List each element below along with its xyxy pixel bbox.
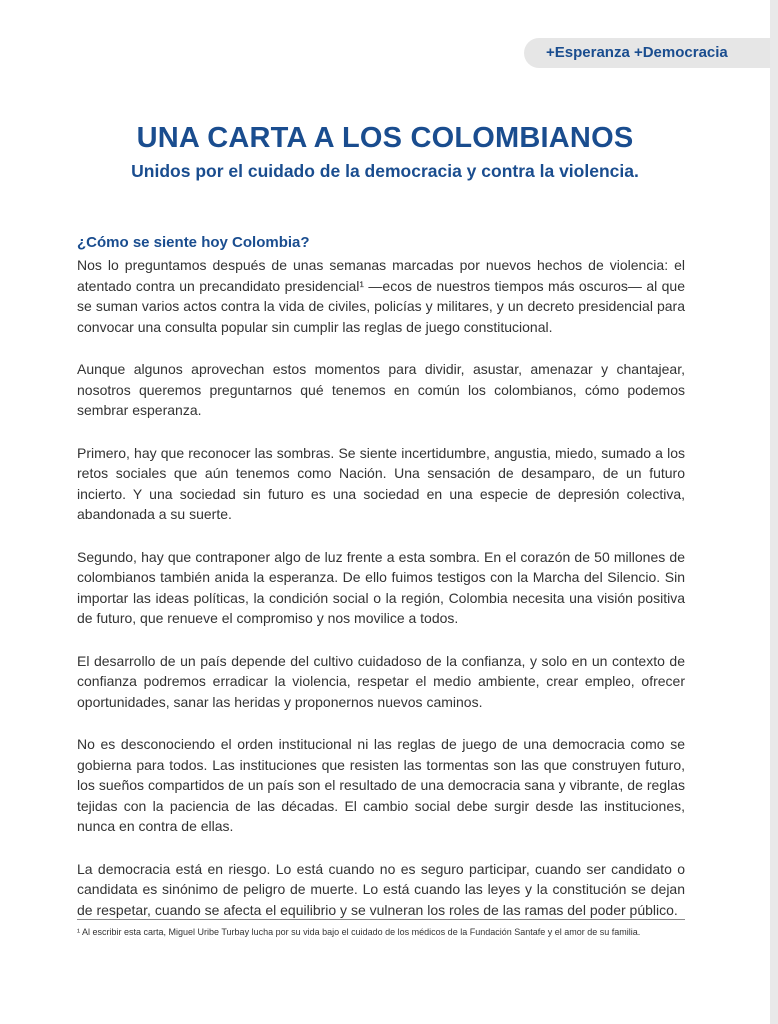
paragraph-6: No es desconociendo el orden institucional ni las reglas de juego de una democracia como se gobierna para todos. Las instituciones que resisten las tormentas son las que construyen futuro, los sueños compartidos de un país son el resultado de una democracia sana y vibrante, de reglas tejidas con la paciencia de las décadas. El cambio social debe surgir desde las instituciones, nunca en contra de ellas. <box>77 736 685 834</box>
paragraph-3: Primero, hay que reconocer las sombras. Se siente incertidumbre, angustia, miedo, sumado a los retos sociales que aún tenemos como Nación. Una sensación de desamparo, de un futuro incierto. Y una sociedad sin futuro es una sociedad en una especie de depresión colectiva, abandonada a su suerte. <box>77 444 685 522</box>
paragraph-2: Aunque algunos aprovechan estos momentos para dividir, asustar, amenazar y chantajear, nosotros queremos preguntarnos qué tenemos en común los colombianos, cómo podemos sembrar esperanza. <box>77 361 685 418</box>
footnote: ¹ Al escribir esta carta, Miguel Uribe Turbay lucha por su vida bajo el cuidado de los médicos de la Fundación Santafe y el amor de su familia. <box>77 927 641 937</box>
paragraph-1: Nos lo preguntamos después de unas semanas marcadas por nuevos hechos de violencia: el atentado contra un precandidato presidencial¹ —ecos de nuestros tiempos más oscuros— al que se suman varios actos contra la vida de civiles, policías y militares, y un decreto presidencial para convocar una consulta popular sin cumplir las reglas de juego constitucional. <box>77 257 685 335</box>
section-heading: ¿Cómo se siente hoy Colombia? <box>77 234 310 251</box>
page-edge <box>770 0 778 1024</box>
letter-body <box>77 231 685 942</box>
paragraph-5: El desarrollo de un país depende del cultivo cuidadoso de la confianza, y solo en un contexto de confianza podremos erradicar la violencia, respetar el medio ambiente, crear empleo, ofrecer oportunidades, sanar las heridas y proponernos nuevos caminos. <box>77 652 685 710</box>
paragraph-4: Segundo, hay que contraponer algo de luz frente a esta sombra. En el corazón de 50 millones de colombianos también anida la esperanza. De ello fuimos testigos con la Marcha del Silencio. Sin importar las ideas políticas, la condición social o la región, Colombia necesita una visión positiva de futuro, que renueve el compromiso y nos movilice a todos. <box>77 548 685 626</box>
footnote-divider <box>77 919 685 920</box>
header-tag: +Esperanza +Democracia <box>524 38 770 68</box>
paragraph-7: La democracia está en riesgo. Lo está cuando no es seguro participar, cuando ser candidato o candidata es sinónimo de peligro de muerte. Lo está cuando las leyes y la constitución se dejan de respetar, cuando se afecta el equilibrio y se vulneran los roles de las ramas del poder público. <box>77 860 685 918</box>
letter-subtitle: Unidos por el cuidado de la democracia y contra la violencia. <box>131 161 639 181</box>
letter-title: UNA CARTA A LOS COLOMBIANOS <box>136 122 634 154</box>
